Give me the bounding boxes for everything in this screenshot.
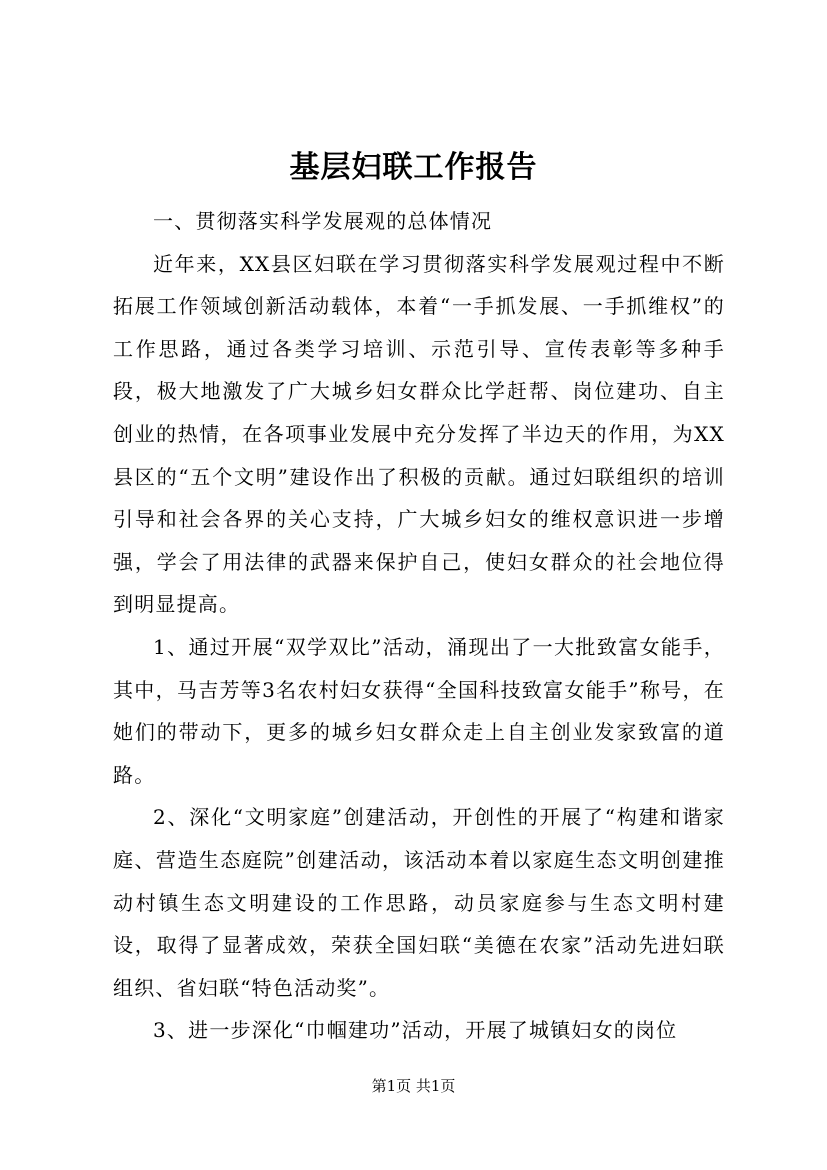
paragraph-intro: 近年来，XX县区妇联在学习贯彻落实科学发展观过程中不断拓展工作领域创新活动载体，本着“一手抓发展、一手抓维权”的工作思路，通过各类学习培训、示范引导、宣传表彰等多种手段，极大地激发了广大城乡妇女群众比学赶帮、岗位建功、自主创业的热情，在各项事业发展中充分发挥了半边天的作用，为XX县区的“五个文明”建设作出了积极的贡献。通过妇联组织的培训引导和社会各界的关心支持，广大城乡妇女的维权意识进一步增强，学会了用法律的武器来保护自己，使妇女群众的社会地位得到明显提高。	[113, 251, 725, 617]
page-footer: 第1页 共1页	[371, 1077, 456, 1095]
document-body	[113, 200, 725, 1052]
paragraph-item-2: 2、深化“文明家庭”创建活动，开创性的开展了“构建和谐家庭、营造生态庭院”创建活动，该活动本着以家庭生态文明创建推动村镇生态文明建设的工作思路，动员家庭参与生态文明村建设，取得了显著成效，荣获全国妇联“美德在农家”活动先进妇联组织、省妇联“特色活动奖”。	[113, 805, 725, 1000]
paragraph-item-3: 3、进一步深化“巾帼建功”活动，开展了城镇妇女的岗位	[153, 1018, 678, 1043]
paragraph-item-1: 1、通过开展“双学双比”活动，涌现出了一大批致富女能手，其中，马吉芳等3名农村妇女获得“全国科技致富女能手”称号，在她们的带动下，更多的城乡妇女群众走上自主创业发家致富的道路。	[113, 634, 725, 787]
section-heading: 一、贯彻落实科学发展观的总体情况	[153, 209, 493, 233]
document-title: 基层妇联工作报告	[289, 150, 538, 185]
